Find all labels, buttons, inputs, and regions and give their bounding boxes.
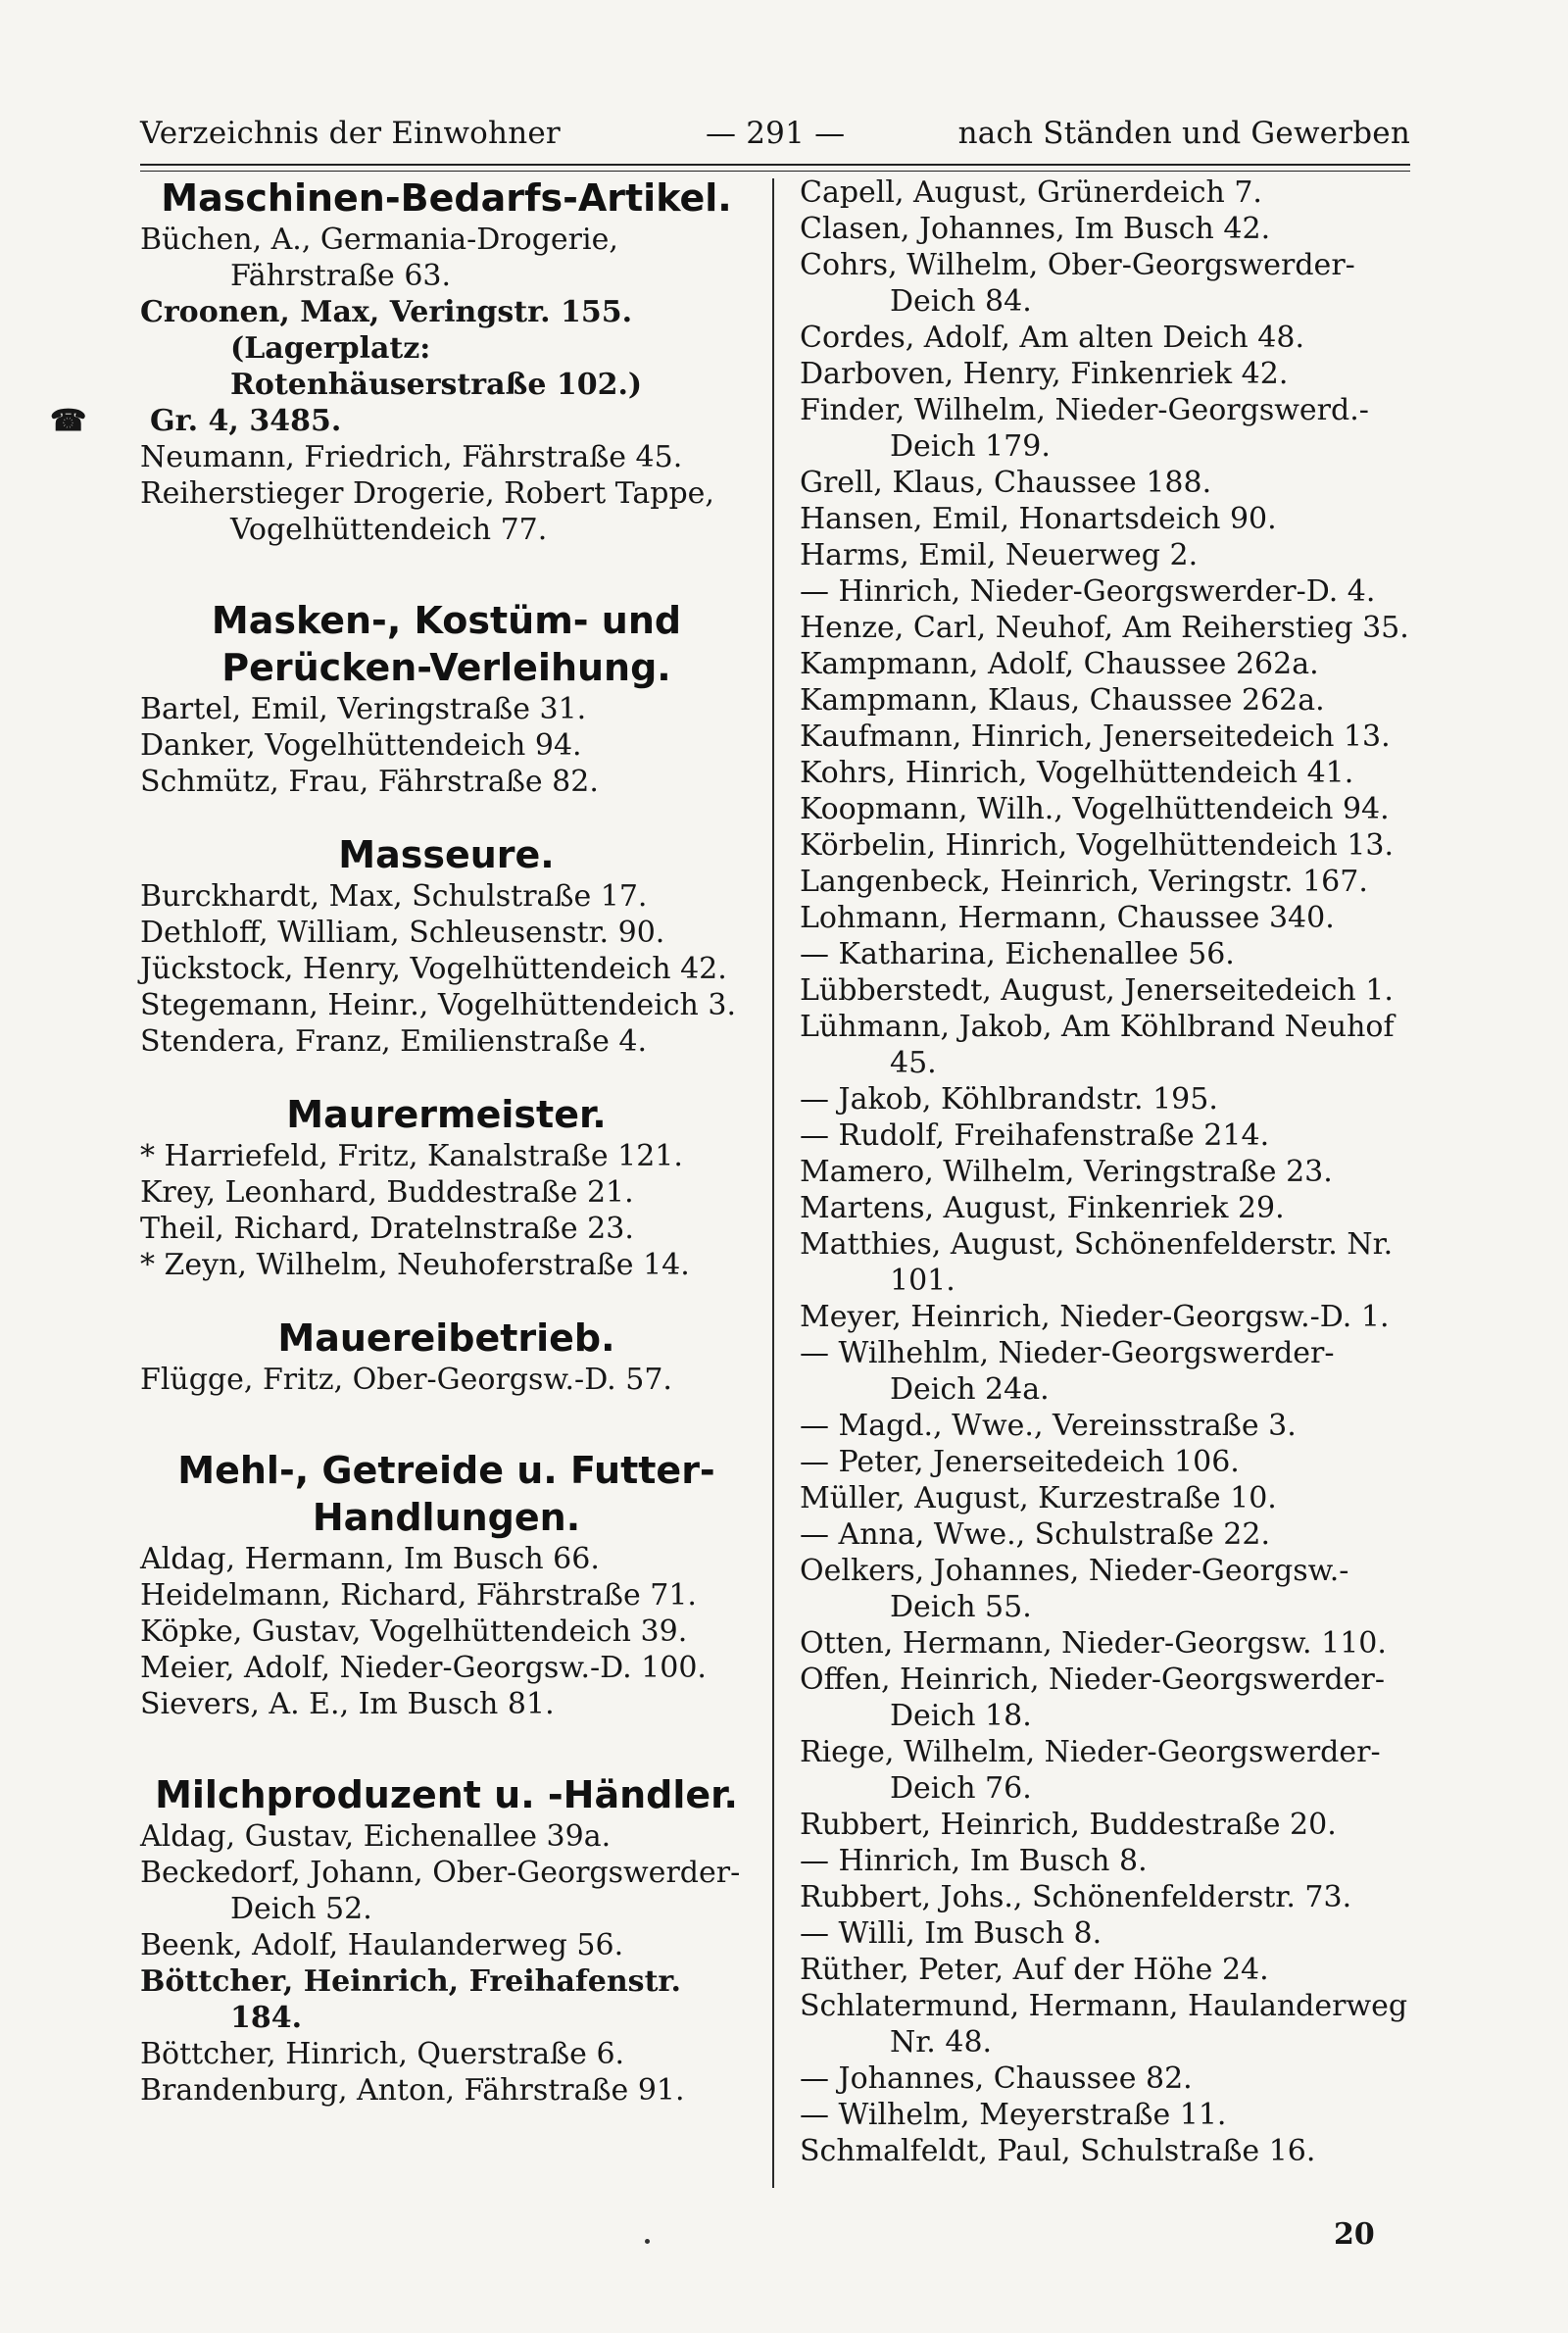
list-item: Lübberstedt, August, Jenerseitedeich 1. [800,973,1394,1008]
list-item: Stendera, Franz, Emilienstraße 4. [140,1024,648,1059]
section-heading: Mauereibetrieb. [277,1316,615,1360]
list-item: Otten, Hermann, Nieder-Georgsw. 110. [800,1626,1387,1661]
list-item: Finder, Wilhelm, Nieder-Georgswerd.-Deich 179. [800,393,1369,464]
list-item: Cordes, Adolf, Am alten Deich 48. [800,321,1304,355]
list-item-phone: ☎ Gr. 4, 3485. [50,404,342,438]
list-item: Capell, August, Grünerdeich 7. [800,175,1262,210]
header-rule-thin [140,171,1410,172]
list-item: Harms, Emil, Neuerweg 2. [800,538,1199,572]
list-item: Reiherstieger Drogerie, Robert Tappe, Vogelhüttendeich 77. [140,476,714,547]
section-heading: Mehl-, Getreide u. Futter-Handlungen. [177,1449,715,1539]
list-item: Kampmann, Klaus, Chaussee 262a. [800,683,1325,718]
list-item: Böttcher, Hinrich, Querstraße 6. [140,2037,625,2071]
list-item: — Anna, Wwe., Schulstraße 22. [800,1517,1270,1552]
list-item: Brandenburg, Anton, Fährstraße 91. [140,2073,685,2108]
print-speck [645,2239,650,2244]
list-item: Lohmann, Hermann, Chaussee 340. [800,901,1335,935]
section-heading: Masseure. [338,833,555,876]
list-item: Beckedorf, Johann, Ober-Georgswerder-Deich 52. [140,1856,741,1926]
list-item: Beenk, Adolf, Haulanderweg 56. [140,1928,624,1962]
section-heading: Milchproduzent u. -Händler. [155,1773,738,1816]
list-item: Croonen, Max, Veringstr. 155. (Lagerplatz: Rotenhäuserstraße 102.) [140,295,643,402]
list-item: — Hinrich, Im Busch 8. [800,1844,1148,1878]
list-item: Kohrs, Hinrich, Vogelhüttendeich 41. [800,756,1354,790]
list-item: — Hinrich, Nieder-Georgswerder-D. 4. [800,574,1376,609]
list-item: Dethloff, William, Schleusenstr. 90. [140,916,665,950]
list-item: Theil, Richard, Dratelnstraße 23. [140,1212,634,1246]
header-page-number: — 291 — [706,116,846,151]
header-right-title: nach Ständen und Gewerben [957,116,1410,151]
list-item: Jückstock, Henry, Vogelhüttendeich 42. [140,952,727,986]
list-item: — Rudolf, Freihafenstraße 214. [800,1118,1270,1153]
list-item: Oelkers, Johannes, Nieder-Georgsw.-Deich 55. [800,1554,1349,1624]
section-heading: Maurermeister. [286,1093,607,1136]
list-item: Krey, Leonhard, Buddestraße 21. [140,1175,634,1210]
list-item: — Peter, Jenerseitedeich 106. [800,1445,1240,1479]
list-item: — Wilhehlm, Nieder-Georgswerder-Deich 24a. [800,1336,1335,1407]
list-item: Bartel, Emil, Veringstraße 31. [140,692,587,726]
footer-page-number: 20 [1334,2217,1375,2252]
list-item: Schmütz, Frau, Fährstraße 82. [140,765,599,799]
list-item: Darboven, Henry, Finkenriek 42. [800,357,1289,391]
left-column [50,174,753,2109]
list-item: * Harriefeld, Fritz, Kanalstraße 121. [140,1139,683,1173]
list-item: — Johannes, Chaussee 82. [800,2061,1193,2096]
list-item: Clasen, Johannes, Im Busch 42. [800,212,1271,246]
list-item: Rüther, Peter, Auf der Höhe 24. [800,1953,1269,1987]
list-item: Schlatermund, Hermann, Haulanderweg Nr. 48. [800,1989,1408,2060]
list-item: Büchen, A., Germania-Drogerie, Fährstraße 63. [140,223,618,293]
list-item: Riege, Wilhelm, Nieder-Georgswerder-Deich 76. [800,1735,1381,1806]
list-item: Körbelin, Hinrich, Vogelhüttendeich 13. [800,828,1395,863]
section-milch [140,1771,753,2109]
list-item: Henze, Carl, Neuhof, Am Reiherstieg 35. [800,611,1409,645]
list-item: Lühmann, Jakob, Am Köhlbrand Neuhof 45. [800,1010,1395,1080]
list-item: Rubbert, Johs., Schönenfelderstr. 73. [800,1880,1352,1914]
list-item: Meier, Adolf, Nieder-Georgsw.-D. 100. [140,1651,707,1685]
list-item: Rubbert, Heinrich, Buddestraße 20. [800,1808,1337,1842]
list-item: Grell, Klaus, Chaussee 188. [800,466,1212,500]
section-heading: Maschinen-Bedarfs-Artikel. [161,176,732,220]
list-item: Cohrs, Wilhelm, Ober-Georgswerder-Deich 84. [800,248,1355,319]
list-item: Offen, Heinrich, Nieder-Georgswerder-Deich 18. [800,1663,1385,1733]
section-masken [140,597,753,800]
section-mehl [140,1447,753,1722]
list-item: Burckhardt, Max, Schulstraße 17. [140,879,648,914]
list-item: Danker, Vogelhüttendeich 94. [140,728,582,763]
list-item: Langenbeck, Heinrich, Veringstr. 167. [800,865,1368,899]
list-item: Böttcher, Heinrich, Freihafenstr. 184. [140,1964,681,2035]
list-item: Aldag, Hermann, Im Busch 66. [140,1542,600,1576]
header-left-title: Verzeichnis der Einwohner [140,116,561,151]
list-item: Kaufmann, Hinrich, Jenerseitedeich 13. [800,720,1391,754]
list-item: * Zeyn, Wilhelm, Neuhoferstraße 14. [140,1248,690,1282]
section-mauereibetrieb [140,1315,753,1398]
list-item: Kampmann, Adolf, Chaussee 262a. [800,647,1319,681]
list-item: Koopmann, Wilh., Vogelhüttendeich 94. [800,792,1390,826]
list-item: Mamero, Wilhelm, Veringstraße 23. [800,1155,1333,1189]
section-masseure [140,831,753,1060]
list-item: Aldag, Gustav, Eichenallee 39a. [140,1819,612,1854]
header-rule [140,164,1410,166]
list-item: Hansen, Emil, Honartsdeich 90. [800,502,1277,536]
list-item: Köpke, Gustav, Vogelhüttendeich 39. [140,1614,688,1649]
list-item: — Magd., Wwe., Vereinsstraße 3. [800,1409,1297,1443]
list-item: Meyer, Heinrich, Nieder-Georgsw.-D. 1. [800,1300,1390,1334]
list-item: Sievers, A. E., Im Busch 81. [140,1687,555,1721]
list-item: Stegemann, Heinr., Vogelhüttendeich 3. [140,988,737,1022]
list-item: Schmalfeldt, Paul, Schulstraße 16. [800,2134,1316,2168]
phone-number: Gr. 4, 3485. [150,404,342,438]
list-item: Neumann, Friedrich, Fährstraße 45. [140,440,683,474]
list-item: Müller, August, Kurzestraße 10. [800,1481,1277,1515]
right-column [800,174,1412,2169]
column-divider [772,178,774,2188]
section-maurermeister [140,1091,753,1283]
section-heading: Masken-, Kostüm- und Perücken-Verleihung. [211,599,682,689]
list-item: Matthies, August, Schönenfelderstr. Nr. 101. [800,1227,1394,1298]
list-item: — Jakob, Köhlbrandstr. 195. [800,1082,1218,1117]
list-item: — Katharina, Eichenallee 56. [800,937,1235,971]
list-item: Flügge, Fritz, Ober-Georgsw.-D. 57. [140,1363,672,1397]
list-item: — Wilhelm, Meyerstraße 11. [800,2098,1227,2132]
list-item: Martens, August, Finkenriek 29. [800,1191,1285,1225]
list-item: — Willi, Im Busch 8. [800,1916,1102,1951]
page-header [140,116,1410,159]
list-item: Heidelmann, Richard, Fährstraße 71. [140,1578,697,1613]
section-maschinen [50,174,753,548]
